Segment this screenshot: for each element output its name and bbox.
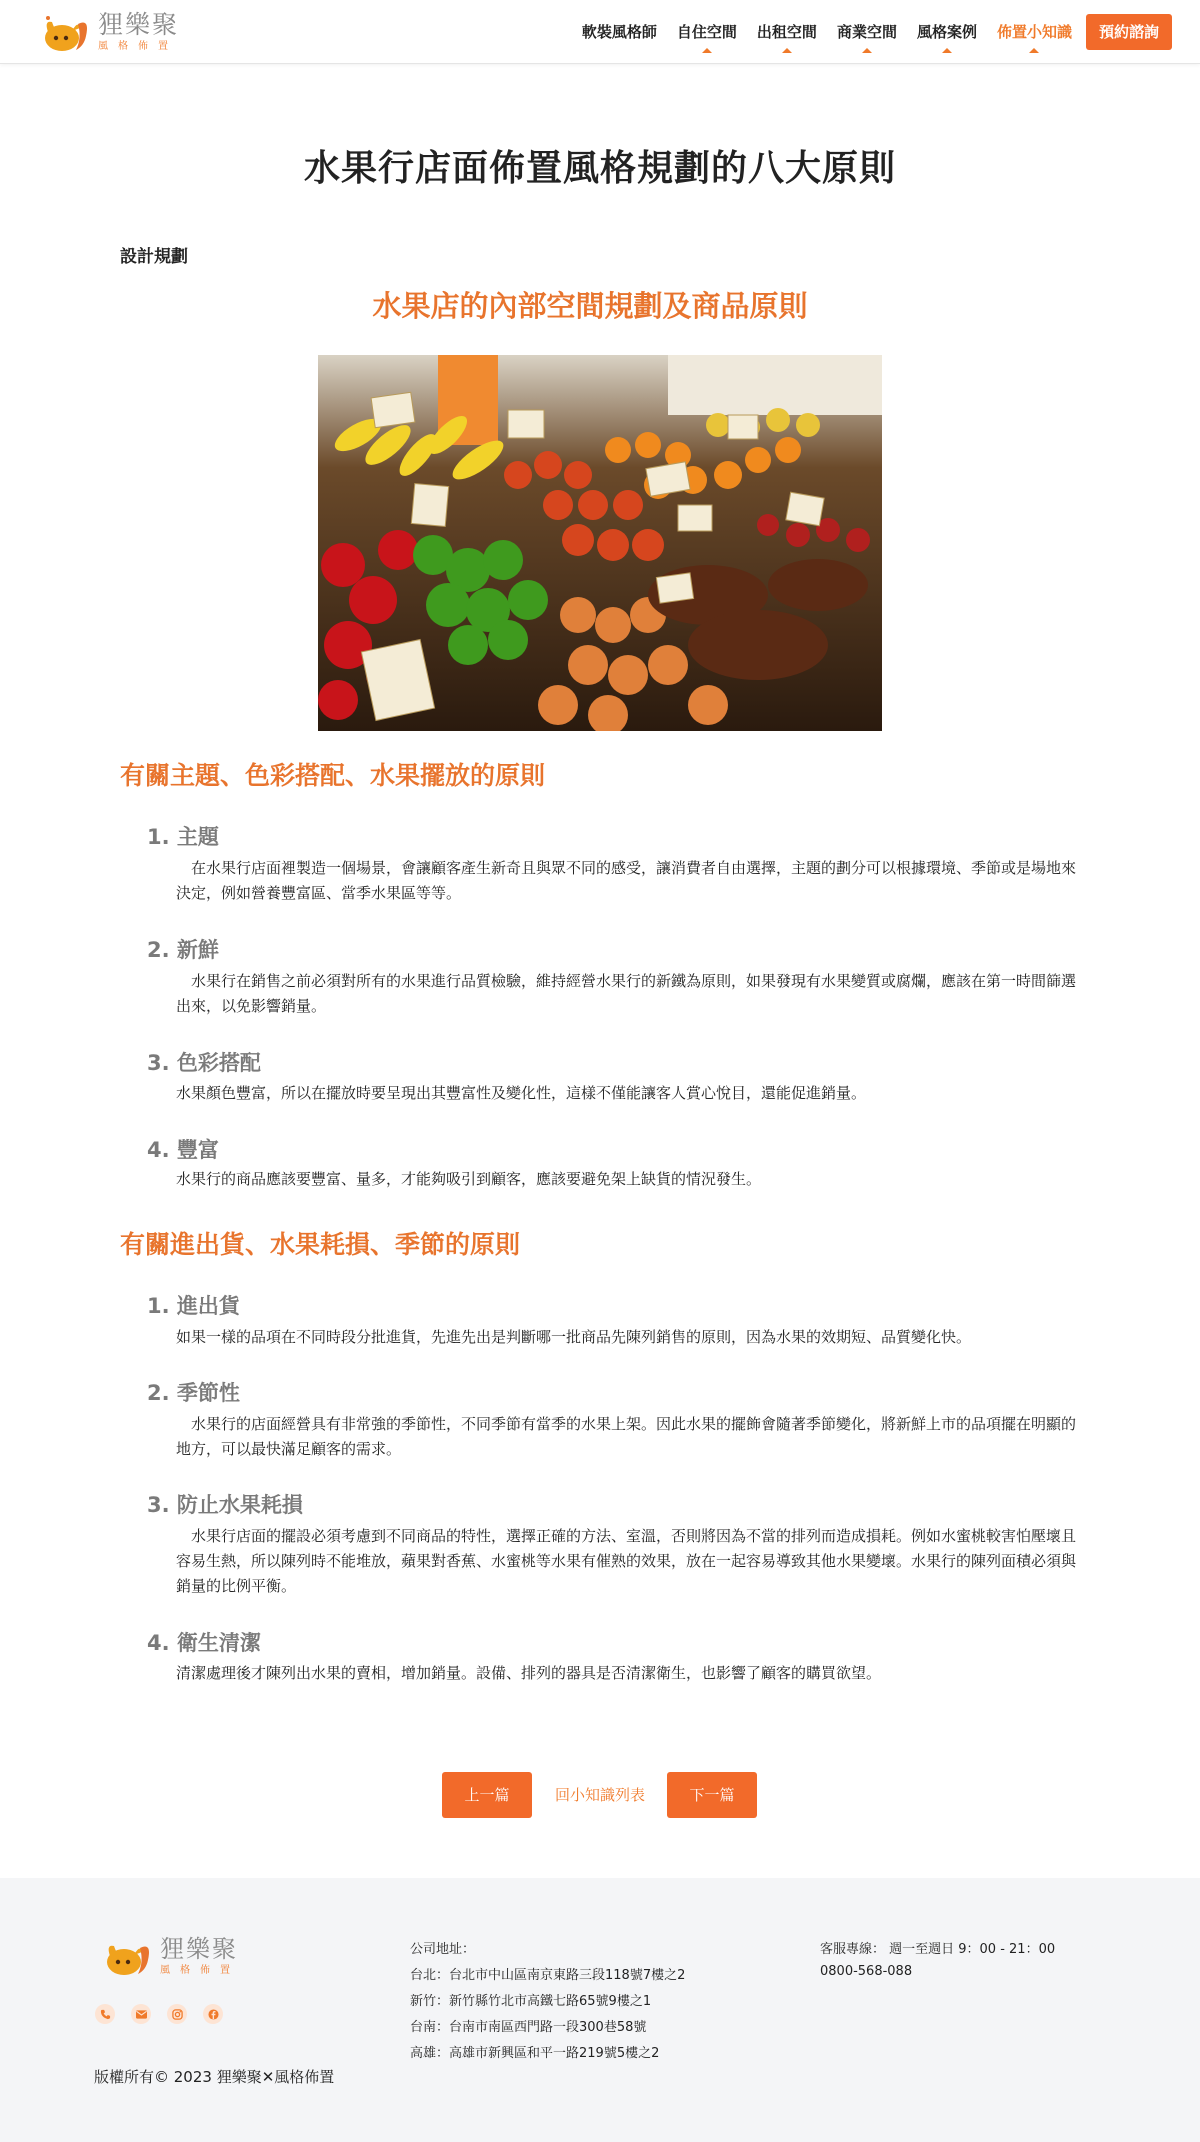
- item-heading: 1. 主題: [147, 825, 219, 849]
- instagram-icon[interactable]: [167, 2004, 187, 2024]
- logo-subtitle: 風格佈置: [160, 1965, 240, 1976]
- site-footer: [0, 1878, 1200, 2142]
- service-phone[interactable]: 0800-568-088: [820, 1964, 913, 1979]
- address-hsinchu: 新竹：新竹縣竹北市高鐵七路65號9樓之1: [410, 1994, 652, 2009]
- page-title: 水果行店面佈置風格規劃的八大原則: [303, 148, 896, 189]
- raccoon-logo-icon: [100, 1934, 154, 1978]
- phone-icon[interactable]: [95, 2004, 115, 2024]
- address-tainan: 台南：台南市南區西門路一段300巷58號: [410, 2020, 647, 2035]
- mail-icon[interactable]: [131, 2004, 151, 2024]
- item-heading: 2. 新鮮: [147, 938, 219, 962]
- item-text: 在水果行店面裡製造一個場景，會讓顧客產生新奇且與眾不同的感受，讓消費者自由選擇，主題的劃分可以根據環境、季節或是場地來決定，例如營養豐富區、當季水果區等等。: [176, 859, 1077, 902]
- nav-label: 出租空間: [756, 23, 817, 41]
- nav-item-commercial-space[interactable]: [837, 14, 897, 50]
- logo-subtitle: 風格佈置: [98, 41, 178, 52]
- caret-down-icon: [782, 48, 792, 53]
- copyright-text: 版權所有© 2023 狸樂聚✕風格佈置: [94, 2068, 335, 2086]
- site-logo[interactable]: [38, 10, 188, 54]
- caret-down-icon: [862, 48, 872, 53]
- facebook-icon[interactable]: [203, 2004, 223, 2024]
- item-heading: 4. 衛生清潔: [147, 1631, 261, 1655]
- address-label: 公司地址：: [410, 1942, 476, 1957]
- nav-label: 自住空間: [676, 23, 737, 41]
- item-heading: 4. 豐富: [147, 1138, 219, 1162]
- raccoon-logo-icon: [38, 10, 92, 54]
- fruit-stand-image: [318, 355, 882, 731]
- address-kaohsiung: 高雄：高雄市新興區和平一路219號5樓之2: [410, 2046, 660, 2061]
- nav-label: 軟裝風格師: [581, 23, 657, 41]
- nav-item-home-space[interactable]: [677, 14, 737, 50]
- caret-down-icon: [1029, 48, 1039, 53]
- nav-item-style-cases[interactable]: [917, 14, 977, 50]
- item-text: 水果行的店面經營具有非常強的季節性，不同季節有當季的水果上架。因此水果的擺飾會隨著季節變化，將新鮮上市的品項擺在明顯的地方，可以最快滿足顧客的需求。: [176, 1415, 1077, 1458]
- book-consultation-button[interactable]: 預約諮詢: [1086, 14, 1172, 50]
- item-text: 水果顏色豐富，所以在擺放時要呈現出其豐富性及變化性，這樣不僅能讓客人賞心悅目，還能促進銷量。: [176, 1084, 867, 1102]
- nav-item-knowledge[interactable]: [997, 14, 1072, 50]
- service-hours: 客服專線： 週一至週日 9：00 - 21：00: [820, 1942, 1056, 1957]
- nav-item-stylist[interactable]: [582, 14, 657, 50]
- item-heading: 2. 季節性: [147, 1381, 240, 1405]
- back-to-list-link[interactable]: 回小知識列表: [554, 1786, 645, 1804]
- nav-label: 風格案例: [916, 23, 977, 41]
- article-category[interactable]: 設計規劃: [120, 247, 188, 267]
- item-text: 水果行的商品應該要豐富、量多，才能夠吸引到顧客，應該要避免架上缺貨的情況發生。: [176, 1170, 762, 1188]
- prev-article-button[interactable]: 上一篇: [442, 1772, 532, 1818]
- social-links: [95, 2004, 239, 2024]
- caret-down-icon: [702, 48, 712, 53]
- nav-item-rental-space[interactable]: [757, 14, 817, 50]
- next-article-button[interactable]: 下一篇: [667, 1772, 757, 1818]
- item-heading: 3. 色彩搭配: [147, 1051, 261, 1075]
- item-text: 如果一樣的品項在不同時段分批進貨，先進先出是判斷哪一批商品先陳列銷售的原則，因為水果的效期短、品質變化快。: [176, 1328, 972, 1346]
- address-taipei: 台北：台北市中山區南京東路三段118號7樓之2: [410, 1968, 686, 1983]
- nav-label: 商業空間: [836, 23, 897, 41]
- caret-down-icon: [942, 48, 952, 53]
- item-text: 水果行店面的擺設必須考慮到不同商品的特性，選擇正確的方法、室溫，否則將因為不當的排列而造成損耗。例如水蜜桃較害怕壓壞且容易生熱，所以陳列時不能堆放，蘋果對香蕉、水蜜桃等水果有催熟的效果，放在一起容易導致其他水果變壞。水果行的陳列面積必須與銷量的比例平衡。: [176, 1527, 1077, 1595]
- logo-title: 狸樂聚: [160, 1935, 238, 1963]
- nav-label: 佈置小知識: [996, 23, 1072, 41]
- article-heading: 水果店的內部空間規劃及商品原則: [372, 289, 808, 323]
- item-text: 清潔處理後才陳列出水果的賣相，增加銷量。設備、排列的器具是否清潔衛生，也影響了顧客的購買欲望。: [176, 1664, 882, 1682]
- item-heading: 1. 進出貨: [147, 1294, 240, 1318]
- site-header: [0, 0, 1200, 64]
- section-heading: 有關進出貨、水果耗損、季節的原則: [120, 1230, 521, 1259]
- item-heading: 3. 防止水果耗損: [147, 1493, 303, 1517]
- main-nav: [562, 14, 1172, 50]
- section-heading: 有關主題、色彩搭配、水果擺放的原則: [120, 761, 546, 790]
- item-text: 水果行在銷售之前必須對所有的水果進行品質檢驗，維持經營水果行的新鐵為原則，如果發現有水果變質或腐爛，應該在第一時間篩選出來，以免影響銷量。: [176, 972, 1077, 1015]
- logo-title: 狸樂聚: [98, 10, 180, 39]
- footer-logo[interactable]: [100, 1934, 240, 1978]
